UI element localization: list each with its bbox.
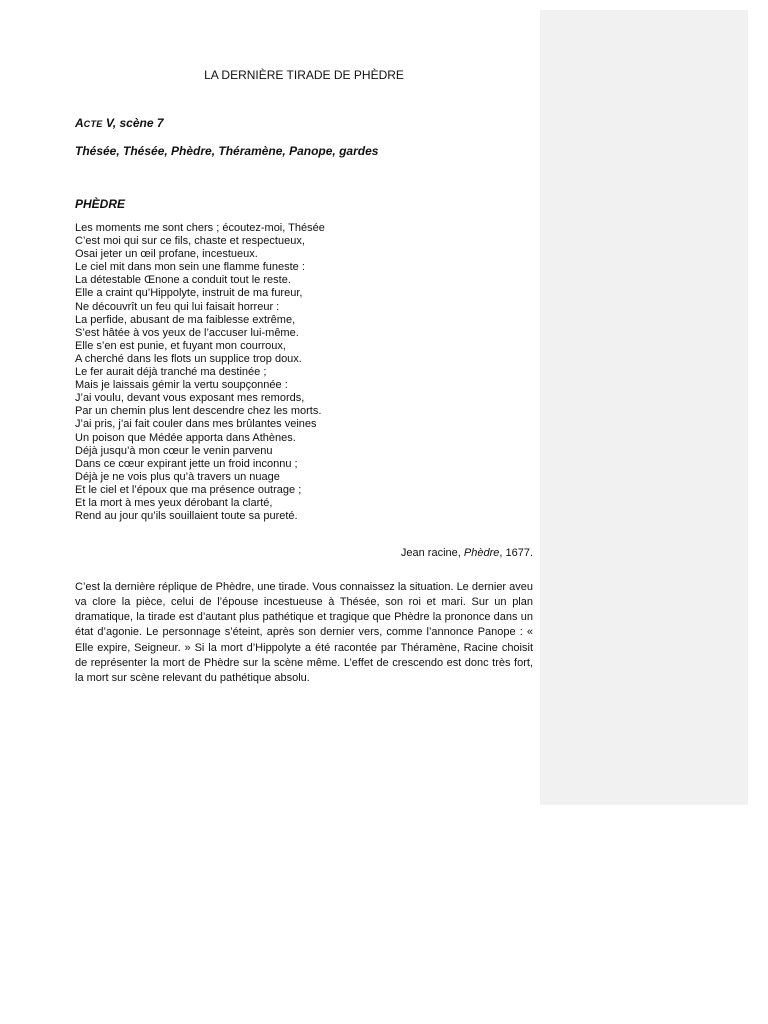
act-scene-heading [75,116,533,131]
verse-line: Le fer aurait déjà tranché ma destinée ; [75,366,267,379]
verse-line: Dans ce cœur expirant jette un froid inconnu ; [75,457,298,470]
verse-line: J’ai pris, j’ai fait couler dans mes brûlantes veines [75,418,317,431]
document-title: LA DERNIÈRE TIRADE DE PHÈDRE [204,68,404,82]
attribution-author: Jean racine, [400,547,464,560]
verse-line: Elle a craint qu’Hippolyte, instruit de ma fureur, [75,287,303,300]
attribution-year: , 1677. [499,547,533,560]
speaker-name: PHÈDRE [75,197,126,211]
verse-list [75,222,533,523]
verse-line: Et le ciel et l’époux que ma présence outrage ; [75,483,302,496]
verse-line: Ne découvrît un feu qui lui faisait horreur : [75,300,280,313]
attribution-work: Phèdre [463,547,500,560]
verse-line: Les moments me sont chers ; écoutez-moi, Thésée [75,222,325,234]
verse-line: C’est moi qui sur ce fils, chaste et respectueux, [75,235,305,248]
commentary-paragraph: C’est la dernière réplique de Phèdre, une tirade. Vous connaissez la situation. Le dernier aveu va clore la pièce, celui de l’épouse incestueuse à Thésée, son roi et mari. Sur un plan dramatique, la tirade est d’autant plus pathétique et tragique que Phèdre la prononce dans un état d’agonie. Le personnage s’éteint, après son dernier vers, comme l’annonce Panope : « Elle expire, Seigneur. » Si la mort d’Hippolyte a été racontée par Théramène, Racine choisit de représenter la mort de Phèdre sur la scène même. L’effet de crescendo est donc très fort, la mort sur scène relevant du pathétique absolu. [75,581,534,684]
verse-line: J’ai voulu, devant vous exposant mes remords, [75,392,305,405]
verse-line: Osai jeter un œil profane, incestueux. [75,248,258,261]
verse-line: Déjà je ne vois plus qu’à travers un nuage [75,470,280,483]
verse-line: Par un chemin plus lent descendre chez les morts. [75,405,322,418]
verse-line: Elle s’en est punie, et fuyant mon courroux, [75,339,286,352]
characters-list: Thésée, Thésée, Phèdre, Théramène, Panope, gardes [75,144,379,158]
act-scene-rest: V, scène 7 [102,116,164,130]
verse-line: S’est hâtée à vos yeux de l’accuser lui-même. [75,326,299,339]
verse-line: La perfide, abusant de ma faiblesse extrême, [75,313,296,326]
verse-line: Rend au jour qu’ils souillaient toute sa pureté. [75,510,298,523]
act-small-caps: CTE [83,119,103,129]
verse-line: A cherché dans les flots un supplice trop doux. [75,352,302,365]
act-first-letter: A [75,116,84,130]
verse-line: La détestable Œnone a conduit tout le reste. [75,274,291,287]
comment-margin-pane [540,10,748,805]
verse-line: Un poison que Médée apporta dans Athènes. [75,431,296,444]
attribution [75,546,533,560]
verse-line: Et la mort à mes yeux dérobant la clarté, [75,496,273,509]
document-body [75,68,533,686]
verse-line: Mais je laissais gémir la vertu soupçonnée : [75,379,288,392]
verse-line: Le ciel mit dans mon sein une flamme funeste : [75,261,305,274]
verse-line: Déjà jusqu’à mon cœur le venin parvenu [75,444,273,457]
